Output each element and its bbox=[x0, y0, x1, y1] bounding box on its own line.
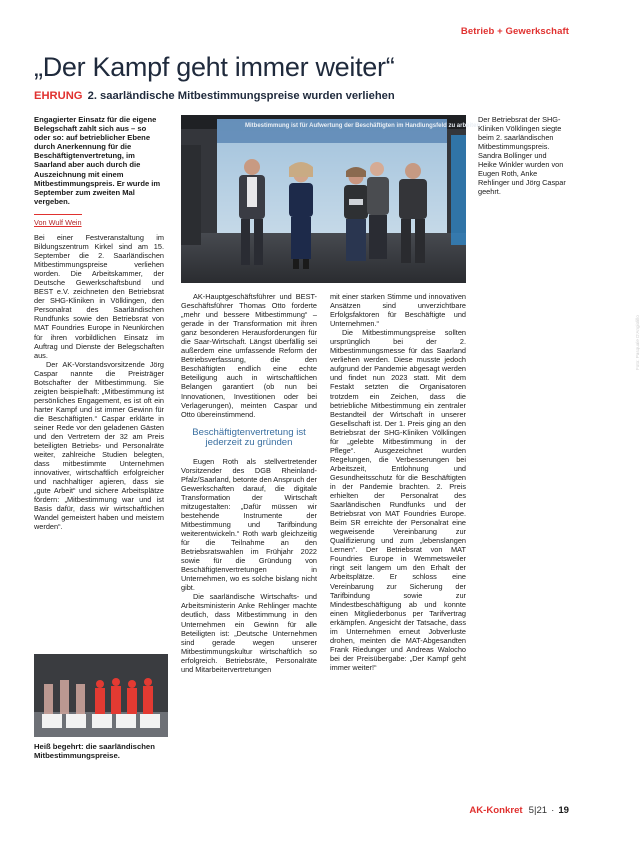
article-column-1 bbox=[34, 115, 164, 532]
subheadline: 2. saarländische Mitbestimmungspreise wurden verliehen bbox=[87, 90, 395, 102]
kicker-row bbox=[34, 90, 395, 102]
issue-number: 5|21 bbox=[528, 805, 548, 816]
award-ceremony-illustration bbox=[181, 115, 481, 283]
body-paragraph: Der AK-Vorstandsvorsitzende Jörg Caspar nannte die Preisträger Botschafter der Mitbestimmung. Sie zeigten beispielhaft: „Mitbestimmung ist persönliches Engagement, es ist oft ein harter Kampf und ist immer Gewinn für die Beschäftigten.“ Caspar erklärte in seiner Rede vor den geladenen Gästen und den Vertretern der 32 am Preis beteiligten Betriebs- und Personalräte weiter, zahlreiche Studien belegten, dass mitbestimmte Unternehmen innovativer, wirtschaftlich erfolgreicher und nachhaltiger agieren, dass sie „gute Arbeit“ und sichere Arbeitsplätze fördern: „Mitbestimmung war und ist Basis dafür, dass wir wirtschaftlichen Wandel gemeistert haben und meistern werden“. bbox=[34, 359, 164, 532]
body-paragraph: Die Mitbestimmungspreise sollten ursprünglich bei der 2. Mitbestimmungsmesse für das Saarland verliehen werden. Diese musste jedoch aufgrund der Pandemie abgesagt werden und findet nun 2023 statt. Mit dem Festakt setzten die Organisatoren trotzdem ein Zeichen, dass die betriebliche Mitbestimmung ein zentraler Bestandteil der Wirtschaft in unserer Gesellschaft ist. Der 1. Preis ging an den Betriebsrat der SHG-Kliniken Völklingen für „gelebte Mitbestimmung in der Pflege“. Ausgezeichnet wurden Regelungen, die Verbesserungen bei Arbeitszeit, Entlohnung und Gesundheitsschutz für die Beschäftigten in der Pandemie brachten. 2. Preis erhielten der Personalrat des Saarländischen Rundfunks und der Betriebsrat von MAT Foundries Europe. Beim SR erreichte der Personalrat eine wegweisende Vereinbarung zur Qualifizierung und zum „lebenslangen Lernen“. Der Betriebsrat von MAT Foundries Europe in Wemmetsweiler ringt seit langem um den Erhalt der Arbeitsplätze. Er schloss eine Vereinbarung zur Sicherung der Tarifbindung sowie zur Mindestbeschäftigung ab und konnte einen Mitgliederbonus per Tarifvertrag erkämpfen. Angesicht der Tatsache, dass im Unternehmen erneut Jobverluste drohen, meinten die MAT-Abgesandten Frank Riedunger und Andreas Walocho bei der Preisübergabe: „Der Kampf geht immer weiter!“ bbox=[330, 328, 466, 672]
small-photo-caption: Heiß begehrt: die saarländischen Mitbestimmungspreise. bbox=[34, 742, 155, 761]
publication-name: AK-Konkret bbox=[469, 805, 523, 816]
page-footer: AK-Konkret 5|21 · 19 bbox=[469, 805, 569, 816]
byline: Von Wulf Wein bbox=[34, 214, 82, 227]
award-trophies-illustration bbox=[34, 654, 168, 737]
intertitle: Beschäftigtenvertretung ist jederzeit zu gründen bbox=[192, 426, 306, 449]
main-photo-caption: Der Betriebsrat der SHG-Kliniken Völklingen siegte beim 2. saarländischen Mitbestimmungspreis. Sandra Bollinger und Heike Winkler wurden von Eugen Roth, Anke Rehlinger und Jörg Caspar geehrt. bbox=[478, 115, 566, 197]
section-label: Betrieb + Gewerkschaft bbox=[460, 26, 569, 37]
photo-credit: Foto: Pasquale D'Angiolillo bbox=[635, 315, 640, 370]
body-paragraph: AK-Hauptgeschäftsführer und BEST-Geschäftsführer Thomas Otto forderte „mehr und bessere Mitbestimmung“ – gerade in der Transformation mit ihren ganz besonderen Herausforderungen für die Saar-Wirtschaft. Längst überfällig sei außerdem eine umfassende Reform der Betriebsverfassung, die den Beschäftigten endlich eine echte Beteiligung auch in wirtschaftlichen Belangen garantiert (ob nun bei Innovationen, Investitionen oder bei Verlagerungen), meinten Caspar und Otto übereinstimmend. bbox=[181, 292, 317, 419]
body-paragraph: Bei einer Festveranstaltung im Bildungszentrum Kirkel sind am 15. September die 2. Saarländischen Mitbestimmungspreise verliehen worden. Die Arbeitskammer, der Deutsche Gewerkschaftsbund und BEST e.V. zeichneten den Betriebsrat der SHG-Kliniken in Völklingen, den Personalrat des Saarländischen Rundfunks sowie den Betriebsrat von MAT Foundries Europe in Neunkirchen für ihren vorbildlichen Einsatz im Auftrag und Dienste der Belegschaften aus. bbox=[34, 232, 164, 360]
screen-text: Mitbestimmung ist für Aufwertung der Beschäftigten im Handlungsfeld zu arbeiten bbox=[245, 123, 481, 129]
body-paragraph: Die saarländische Wirtschafts- und Arbeitsministerin Anke Rehlinger machte deutlich, dass Mitbestimmung in den Unternehmen ein Gewinn für alle Beteiligten ist: „Deutsche Unternehmen sind gerade wegen unserer Mitbestimmungskultur wirtschaftlich so erfolgreich. Betriebsräte, Personalräte und Mitarbeitervertretungen bbox=[181, 592, 317, 674]
body-paragraph: Eugen Roth als stellvertretender Vorsitzender des DGB Rheinland-Pfalz/Saarland, betonte den Anspruch der Gewerkschaften darauf, die digitale Transformation der Wirtschaft mitzugestalten: „Dafür müssen wir bestehende Instrumente der Mitbestimmung und Tarifbindung weiterentwickeln.“ Roth warb gleichzeitig für die Teilnahme an den Betriebsratswahlen im Frühjahr 2022 sowie für die Gründung von Beschäftigtenvertretungen in Unternehmen, wo es solche bislang nicht gibt. bbox=[181, 456, 317, 593]
page-number: 19 bbox=[558, 805, 569, 816]
article-column-3 bbox=[330, 292, 466, 672]
headline: „Der Kampf geht immer weiter“ bbox=[34, 52, 395, 82]
intro-paragraph: Engagierter Einsatz für die eigene Belegschaft zahlt sich aus – so oder so: auf betrieblicher Ebene durch Anerkennung für die Beschäftigtenvertretung, im Saarland aber auch durch die Auszeichnung mit einem Mitbestimmungspreis. Er wurde im September zum zweiten Mal vergeben. bbox=[34, 115, 161, 206]
article-column-2 bbox=[181, 292, 317, 674]
award-trophies-photo bbox=[34, 654, 168, 737]
kicker: EHRUNG bbox=[34, 90, 83, 102]
body-paragraph: mit einer starken Stimme und innovativen Ansätzen sind unverzichtbare Erfolgsfaktoren für Beschäftigte und Unternehmen.“ bbox=[330, 292, 466, 329]
